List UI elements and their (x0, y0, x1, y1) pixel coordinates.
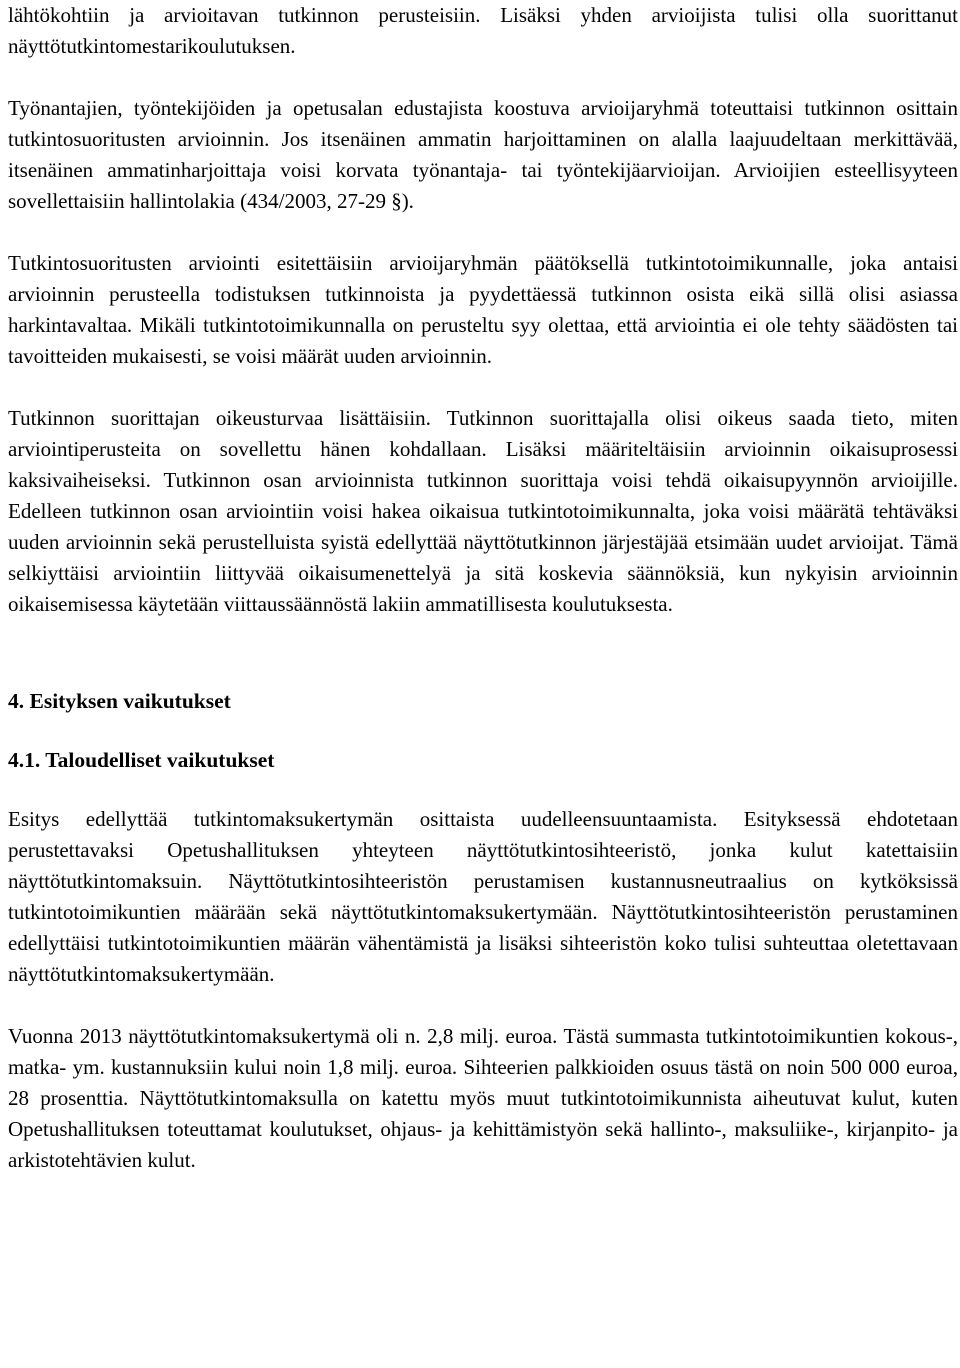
subsection-heading: 4.1. Taloudelliset vaikutukset (8, 748, 275, 772)
paragraph-evaluator-group: Työnantajien, työntekijöiden ja opetusalan edustajista koostuva arvioijaryhmä toteuttaisi tutkinnon osittain tutkintosuoritusten arvioinnin. Jos itsenäinen ammatin harjoittaminen on alalla laajuudeltaan merkittävää, itsenäinen ammatinharjoittaja voisi korvata työnantaja- tai työntekijäarvioijan. Arvioijien esteellisyyteen sovellettaisiin hallintolakia (434/2003, 27-29 §). (8, 96, 958, 213)
paragraph-fee-figures: Vuonna 2013 näyttötutkintomaksukertymä oli n. 2,8 milj. euroa. Tästä summasta tutkintotoimikuntien kokous-, matka- ym. kustannuksiin kului noin 1,8 milj. euroa. Sihteerien palkkioiden osuus tästä on noin 500 000 euroa, 28 prosenttia. Näyttötutkintomaksulla on katettu myös muut tutkintotoimikunnista aiheutuvat kulut, kuten Opetushallituksen toteuttamat koulutukset, ohjaus- ja kehittämistyön sekä hallinto-, maksuliike-, kirjanpito- ja arkistotehtävien kulut. (8, 1024, 958, 1172)
paragraph-legal-protection: Tutkinnon suorittajan oikeusturvaa lisättäisiin. Tutkinnon suorittajalla olisi oikeus saada tieto, miten arviointiperusteita on sovellettu hänen kohdallaan. Lisäksi määriteltäisiin arvioinnin oikaisuprosessi kaksivaiheiseksi. Tutkinnon osan arvioinnista tutkinnon suorittaja voisi tehdä oikaisupyynnön arvioijille. Edelleen tutkinnon osan arviointiin voisi hakea oikaisua tutkintotoimikunnalta, joka voisi määrätä tehtäväksi uuden arvioinnin sekä perustelluista syistä edellyttää näyttötutkinnon järjestäjää etsimään uudet arvioijat. Tämä selkiyttäisi arviointiin liittyvää oikaisumenettelyä ja sitä koskevia säännöksiä, kun nykyisin arvioinnin oikaisemisessa käytetään viittaussäännöstä lakiin ammatillisesta koulutuksesta. (8, 406, 958, 616)
paragraph-gap (8, 217, 958, 248)
heading-gap (8, 717, 958, 745)
document-page (8, 0, 958, 1176)
section-heading: 4. Esityksen vaikutukset (8, 689, 231, 713)
paragraph-evaluator-training: lähtökohtiin ja arvioitavan tutkinnon perusteisiin. Lisäksi yhden arvioijista tulisi olla suorittanut näyttötutkintomestarikoulutuksen. (8, 3, 958, 58)
paragraph-gap (8, 62, 958, 93)
section-gap (8, 620, 958, 686)
paragraph-fee-reallocation: Esitys edellyttää tutkintomaksukertymän osittaista uudelleensuuntaamista. Esityksessä ehdotetaan perustettavaksi Opetushallituksen yhteyteen näyttötutkintosihteeristö, jonka kulut katettaisiin näyttötutkintomaksuin. Näyttötutkintosihteeristön perustamisen kustannusneutraalius on kytköksissä tutkintotoimikuntien määrään sekä näyttötutkintomaksukertymään. Näyttötutkintosihteeristön perustaminen edellyttäisi tutkintotoimikuntien määrän vähentämistä ja lisäksi sihteeristön koko tulisi suhteuttaa oletettavaan näyttötutkintomaksukertymään. (8, 807, 958, 986)
heading-gap (8, 776, 958, 804)
paragraph-assessment-decision: Tutkintosuoritusten arviointi esitettäisiin arvioijaryhmän päätöksellä tutkintotoimikunnalle, joka antaisi arvioinnin perusteella todistuksen tutkinnoista ja pyydettäessä tutkinnon osista eikä sillä olisi asiassa harkintavaltaa. Mikäli tutkintotoimikunnalla on perusteltu syy olettaa, että arviointia ei ole tehty säädösten tai tavoitteiden mukaisesti, se voisi määrät uuden arvioinnin. (8, 251, 958, 368)
paragraph-gap (8, 990, 958, 1021)
paragraph-gap (8, 372, 958, 403)
